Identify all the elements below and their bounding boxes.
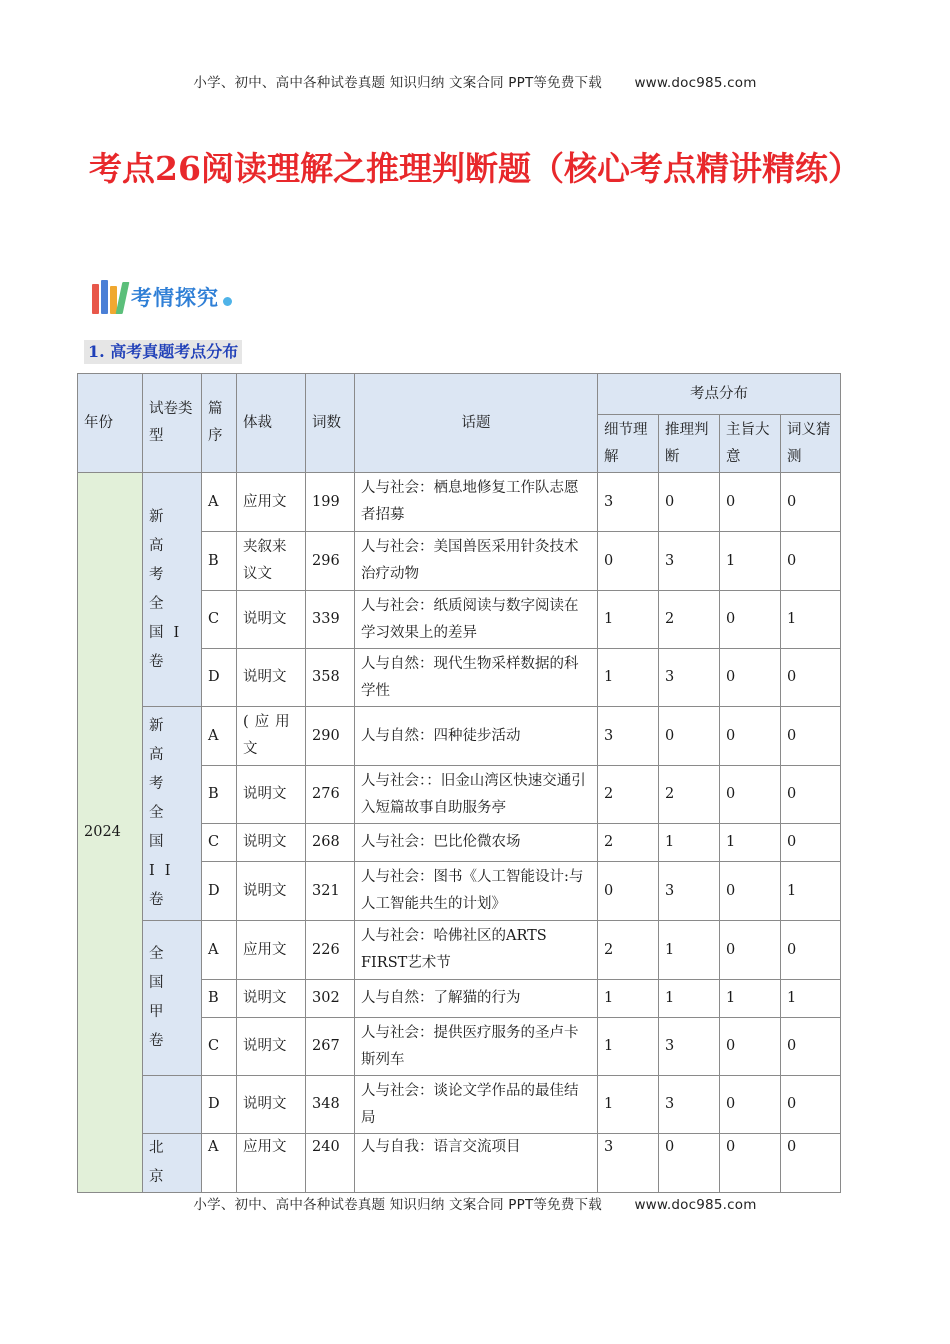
main-idea-cell: 1 <box>720 532 781 591</box>
paper-cell: 新高考全国I卷 <box>143 473 202 707</box>
detail-cell: 2 <box>598 766 659 824</box>
topic-cell: 人与社会：：旧金山湾区快速交通引入短篇故事自助服务亭 <box>355 766 598 824</box>
main-idea-cell: 0 <box>720 921 781 980</box>
books-icon <box>92 280 128 314</box>
genre-cell: 应用文 <box>237 921 306 980</box>
order-cell: B <box>202 766 237 824</box>
table-row <box>78 1076 841 1134</box>
detail-cell: 1 <box>598 649 659 707</box>
header-url[interactable]: www.doc985.com <box>634 75 757 91</box>
word-meaning-cell: 0 <box>781 921 841 980</box>
genre-cell: 说明文 <box>237 1018 306 1076</box>
detail-cell: 0 <box>598 532 659 591</box>
words-cell: 268 <box>306 824 355 862</box>
inference-cell: 3 <box>659 862 720 921</box>
main-idea-cell: 0 <box>720 862 781 921</box>
order-cell: B <box>202 980 237 1018</box>
order-cell: D <box>202 862 237 921</box>
inference-cell: 0 <box>659 707 720 766</box>
detail-cell: 2 <box>598 921 659 980</box>
topic-cell: 人与社会：图书《人工智能设计:与人工智能共生的计划》 <box>355 862 598 921</box>
order-cell: D <box>202 649 237 707</box>
words-cell: 226 <box>306 921 355 980</box>
word-meaning-cell: 0 <box>781 532 841 591</box>
inference-cell: 1 <box>659 921 720 980</box>
genre-cell: 说明文 <box>237 591 306 649</box>
dot-icon <box>223 297 232 306</box>
inference-cell: 0 <box>659 473 720 532</box>
detail-cell: 2 <box>598 824 659 862</box>
table-row <box>78 707 841 766</box>
genre-cell: 说明文 <box>237 1076 306 1134</box>
detail-cell: 1 <box>598 980 659 1018</box>
detail-cell: 1 <box>598 1076 659 1134</box>
words-cell: 199 <box>306 473 355 532</box>
paper-cell: 北京 <box>143 1134 202 1193</box>
genre-cell: 说明文 <box>237 862 306 921</box>
detail-cell: 3 <box>598 707 659 766</box>
words-cell: 302 <box>306 980 355 1018</box>
words-cell: 321 <box>306 862 355 921</box>
header-text: 小学、初中、高中各种试卷真题 知识归纳 文案合同 PPT等免费下载 <box>193 75 602 91</box>
order-cell: B <box>202 532 237 591</box>
order-cell: D <box>202 1076 237 1134</box>
topic-cell: 人与社会：美国兽医采用针灸技术治疗动物 <box>355 532 598 591</box>
topic-cell: 人与社会：提供医疗服务的圣卢卡斯列车 <box>355 1018 598 1076</box>
main-idea-cell: 0 <box>720 649 781 707</box>
word-meaning-cell: 0 <box>781 1076 841 1134</box>
header-word-meaning: 词义猜测 <box>781 415 841 473</box>
topic-cell: 人与自然：了解猫的行为 <box>355 980 598 1018</box>
topic-cell: 人与自我：语言交流项目 <box>355 1134 598 1193</box>
paper-cell: 新高考全国II卷 <box>143 707 202 921</box>
order-cell: A <box>202 707 237 766</box>
genre-cell: 应用文 <box>237 473 306 532</box>
word-meaning-cell: 1 <box>781 591 841 649</box>
footer-url[interactable]: www.doc985.com <box>634 1197 757 1213</box>
header-inference: 推理判断 <box>659 415 720 473</box>
table-row <box>78 473 841 532</box>
header-topic: 话题 <box>355 374 598 473</box>
header-words: 词数 <box>306 374 355 473</box>
detail-cell: 3 <box>598 1134 659 1193</box>
inference-cell: 0 <box>659 1134 720 1193</box>
detail-cell: 3 <box>598 473 659 532</box>
words-cell: 358 <box>306 649 355 707</box>
word-meaning-cell: 1 <box>781 980 841 1018</box>
detail-cell: 1 <box>598 591 659 649</box>
footer-text: 小学、初中、高中各种试卷真题 知识归纳 文案合同 PPT等免费下载 <box>193 1197 602 1213</box>
inference-cell: 3 <box>659 532 720 591</box>
word-meaning-cell: 0 <box>781 1018 841 1076</box>
genre-cell: 说明文 <box>237 824 306 862</box>
genre-cell: 说明文 <box>237 649 306 707</box>
main-idea-cell: 0 <box>720 473 781 532</box>
main-idea-cell: 0 <box>720 766 781 824</box>
main-idea-cell: 0 <box>720 1076 781 1134</box>
words-cell: 339 <box>306 591 355 649</box>
subsection-title: 1. 高考真题考点分布 <box>84 340 242 364</box>
order-cell: C <box>202 591 237 649</box>
header-distribution: 考点分布 <box>598 374 841 415</box>
word-meaning-cell: 0 <box>781 766 841 824</box>
table-row <box>78 1134 841 1193</box>
inference-cell: 2 <box>659 591 720 649</box>
words-cell: 267 <box>306 1018 355 1076</box>
header-order: 篇序 <box>202 374 237 473</box>
detail-cell: 0 <box>598 862 659 921</box>
main-idea-cell: 0 <box>720 1134 781 1193</box>
topic-cell: 人与社会：纸质阅读与数字阅读在学习效果上的差异 <box>355 591 598 649</box>
genre-cell: 说明文 <box>237 766 306 824</box>
header-paper: 试卷类型 <box>143 374 202 473</box>
inference-cell: 3 <box>659 1076 720 1134</box>
genre-cell: 应用文 <box>237 1134 306 1193</box>
main-idea-cell: 0 <box>720 591 781 649</box>
topic-cell: 人与社会：巴比伦微农场 <box>355 824 598 862</box>
table-row <box>78 921 841 980</box>
inference-cell: 1 <box>659 980 720 1018</box>
header-year: 年份 <box>78 374 143 473</box>
main-idea-cell: 0 <box>720 1018 781 1076</box>
word-meaning-cell: 0 <box>781 1134 841 1193</box>
inference-cell: 1 <box>659 824 720 862</box>
topic-cell: 人与社会：谈论文学作品的最佳结局 <box>355 1076 598 1134</box>
words-cell: 240 <box>306 1134 355 1193</box>
paper-cell <box>143 1076 202 1134</box>
words-cell: 348 <box>306 1076 355 1134</box>
order-cell: C <box>202 824 237 862</box>
page-footer <box>0 1193 950 1213</box>
genre-cell: 说明文 <box>237 980 306 1018</box>
word-meaning-cell: 1 <box>781 862 841 921</box>
order-cell: A <box>202 921 237 980</box>
words-cell: 290 <box>306 707 355 766</box>
year-cell: 2024 <box>78 473 143 1193</box>
header-genre: 体裁 <box>237 374 306 473</box>
words-cell: 276 <box>306 766 355 824</box>
detail-cell: 1 <box>598 1018 659 1076</box>
inference-cell: 2 <box>659 766 720 824</box>
word-meaning-cell: 0 <box>781 824 841 862</box>
word-meaning-cell: 0 <box>781 473 841 532</box>
main-idea-cell: 0 <box>720 707 781 766</box>
section-title: 考情探究 <box>131 286 219 310</box>
main-idea-cell: 1 <box>720 980 781 1018</box>
inference-cell: 3 <box>659 1018 720 1076</box>
topic-cell: 人与社会：哈佛社区的ARTS FIRST艺术节 <box>355 921 598 980</box>
paper-cell: 全国甲卷 <box>143 921 202 1076</box>
words-cell: 296 <box>306 532 355 591</box>
word-meaning-cell: 0 <box>781 649 841 707</box>
topic-cell: 人与自然：现代生物采样数据的科学性 <box>355 649 598 707</box>
order-cell: A <box>202 473 237 532</box>
main-idea-cell: 1 <box>720 824 781 862</box>
order-cell: A <box>202 1134 237 1193</box>
header-main-idea: 主旨大意 <box>720 415 781 473</box>
genre-cell: 夹叙来议文 <box>237 532 306 591</box>
document-title: 考点26阅读理解之推理判断题（核心考点精讲精练） <box>89 149 861 188</box>
word-meaning-cell: 0 <box>781 707 841 766</box>
order-cell: C <box>202 1018 237 1076</box>
section-heading <box>92 276 232 318</box>
topic-cell: 人与社会：栖息地修复工作队志愿者招募 <box>355 473 598 532</box>
page-header <box>0 71 950 91</box>
topic-cell: 人与自然：四种徒步活动 <box>355 707 598 766</box>
header-detail: 细节理解 <box>598 415 659 473</box>
exam-distribution-table <box>77 373 841 1193</box>
genre-cell: (应用文 <box>237 707 306 766</box>
inference-cell: 3 <box>659 649 720 707</box>
